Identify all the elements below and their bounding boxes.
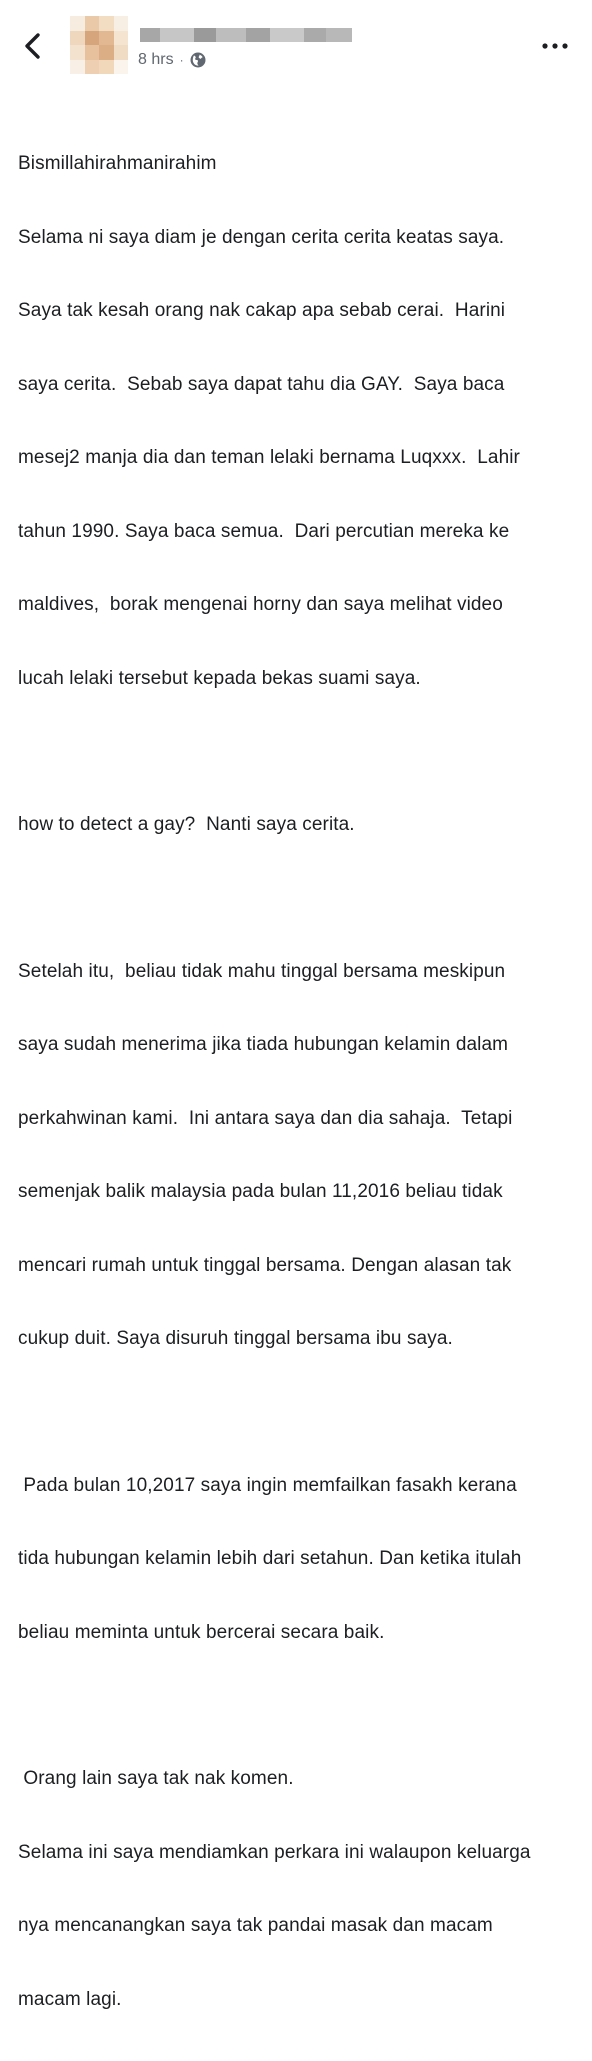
more-options-button[interactable] (538, 38, 572, 54)
post-meta (138, 50, 206, 70)
text-line: tahun 1990. Saya baca semua. Dari percutian mereka ke (18, 520, 510, 542)
post-paragraph (18, 911, 586, 1401)
text-line: mesej2 manja dia dan teman lelaki bernama Luqxxx. Lahir (18, 447, 520, 468)
text-line: tida hubungan kelamin lebih dari setahun. Dan ketika itulah (18, 1548, 522, 1569)
post-paragraph (18, 764, 586, 887)
text-line: maldives, borak mengenai horny dan saya melihat video (18, 594, 503, 615)
text-line: Selama ni saya diam je dengan cerita cerita keatas saya. (18, 226, 505, 248)
text-line: how to detect a gay? Nanti saya cerita. (18, 814, 355, 835)
text-line: Selama ini saya mendiamkan perkara ini walaupon keluarga (18, 1841, 531, 1863)
text-line: saya cerita. Sebab saya dapat tahu dia GAY. Saya baca (18, 373, 505, 395)
chevron-left-icon (18, 30, 46, 62)
text-line: Setelah itu, beliau tidak mahu tinggal bersama meskipun (18, 960, 506, 982)
text-line: macam lagi. (18, 1988, 122, 2010)
post-paragraph (18, 1718, 586, 2061)
text-line: Orang lain saya tak nak komen. (18, 1768, 294, 1789)
text-line: cukup duit. Saya disuruh tinggal bersama ibu saya. (18, 1328, 453, 1349)
post-timestamp[interactable]: 8 hrs (138, 51, 174, 68)
paragraph-gap (18, 1694, 586, 1718)
avatar[interactable] (70, 16, 128, 74)
text-line: nya mencanangkan saya tak pandai masak dan macam (18, 1915, 493, 1936)
paragraph-gap (18, 1401, 586, 1425)
post-paragraph (18, 1425, 586, 1695)
text-line: mencari rumah untuk tinggal bersama. Dengan alasan tak (18, 1254, 512, 1276)
back-button[interactable] (18, 30, 46, 62)
more-horizontal-icon (538, 38, 572, 54)
post-paragraph (18, 103, 586, 740)
post-header (0, 0, 592, 92)
text-line: beliau meminta untuk bercerai secara baik. (18, 1621, 385, 1643)
post-body (18, 103, 586, 2061)
meta-separator: · (179, 53, 184, 67)
author-name-redacted[interactable] (140, 28, 352, 42)
text-line: saya sudah menerima jika tiada hubungan kelamin dalam (18, 1034, 509, 1055)
text-line: semenjak balik malaysia pada bulan 11,2016 beliau tidak (18, 1181, 503, 1202)
globe-icon[interactable] (190, 52, 206, 68)
text-line: Pada bulan 10,2017 saya ingin memfailkan fasakh kerana (18, 1474, 517, 1496)
text-line: lucah lelaki tersebut kepada bekas suami saya. (18, 667, 421, 689)
text-line: Bismillahirahmanirahim (18, 153, 217, 174)
paragraph-gap (18, 740, 586, 764)
paragraph-gap (18, 887, 586, 911)
text-line: perkahwinan kami. Ini antara saya dan dia sahaja. Tetapi (18, 1107, 513, 1129)
text-line: Saya tak kesah orang nak cakap apa sebab cerai. Harini (18, 300, 506, 321)
